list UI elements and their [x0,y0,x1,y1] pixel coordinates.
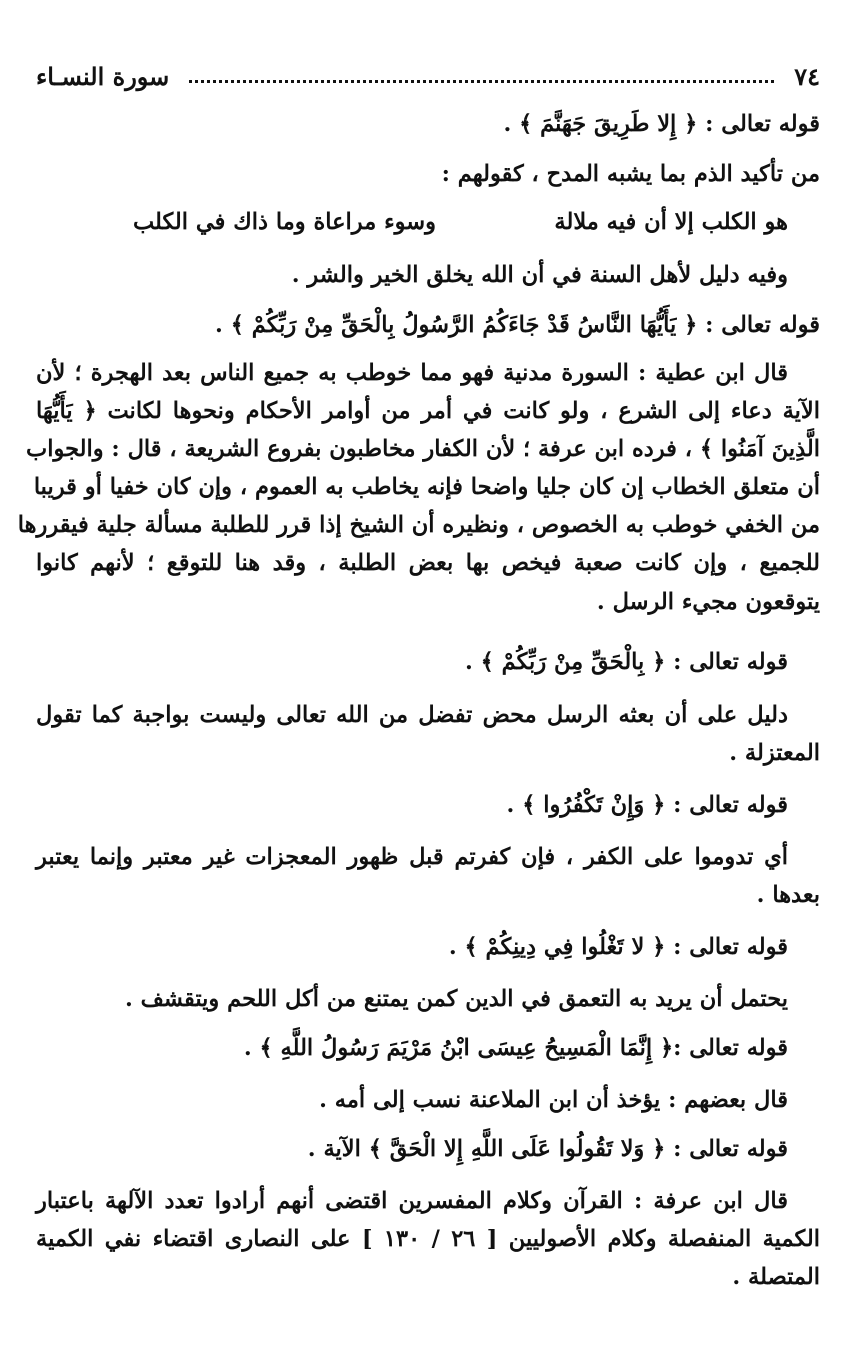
poem-second-hemistich: وسوء مراعاة وما ذاك في الكلب [132,209,436,235]
text-line: الَّذِينَ آمَنُوا ﴾ ، فرده ابن عرفة ؛ لأن الكفار مخاطبون بفروع الشريعة ، قال : والجواب [26,436,820,462]
text-line: قوله تعالى : ﴿ وَلا تَقُولُوا عَلَى اللَّهِ إِلا الْحَقَّ ﴾ الآية . [307,1136,788,1162]
text-line: المعتزلة . [729,740,820,766]
text-line: للجميع ، وإن كانت صعبة فيخص بها بعض الطلبة ، وقد هنا للتوقع ؛ لأنهم كانوا [36,550,820,576]
text-line: قال ابن عطية : السورة مدنية فهو مما خوطب به جميع الناس بعد الهجرة ؛ لأن [36,360,788,386]
text-line: أن متعلق الخطاب إن كان جليا واضحا فإنه يخاطب به العموم ، وإن كان خفيا أو قريبا [33,474,820,500]
text-line: الآية دعاء إلى الشرع ، ولو كانت في أمر من أوامر الأحكام ونحوها لكانت ﴿ يَأَيُّهَا [36,398,820,424]
page-number: ٧٤ [794,61,820,91]
surah-title: سورة النسـاء [36,61,170,91]
text-line: من الخفي خوطب به الخصوص ، ونظيره أن الشيخ إذا قرر للطلبة مسألة جلية فيقررها [17,512,820,538]
text-line: أي تدوموا على الكفر ، فإن كفرتم قبل ظهور المعجزات غير معتبر وإنما يعتبر [36,844,788,870]
text-line: قال ابن عرفة : القرآن وكلام المفسرين اقتضى أنهم أرادوا تعدد الآلهة باعتبار [36,1188,788,1214]
text-line: قوله تعالى : ﴿ إِلا طَرِيقَ جَهَنَّمَ ﴾ . [503,111,820,137]
header-dotted-rule [189,80,774,83]
poem-first-hemistich: هو الكلب إلا أن فيه ملالة [554,209,788,235]
text-line: من تأكيد الذم بما يشبه المدح ، كقولهم : [441,161,820,187]
text-line: قوله تعالى : ﴿ وَإِنْ تَكْفُرُوا ﴾ . [506,792,788,818]
text-line: يتوقعون مجيء الرسل . [596,589,820,615]
text-line: دليل على أن بعثه الرسل محض تفضل من الله تعالى وليست بواجبة كما تقول [36,702,788,728]
text-line: وفيه دليل لأهل السنة في أن الله يخلق الخير والشر . [291,262,788,288]
text-line: قوله تعالى : ﴿ يَأَيُّهَا النَّاسُ قَدْ جَاءَكُمُ الرَّسُولُ بِالْحَقِّ مِنْ رَبِّكُمْ ﴾ . [215,312,820,338]
text-line: بعدها . [756,882,820,908]
poem-verse [36,204,788,244]
text-line: الكمية المنفصلة وكلام الأصوليين [ ٢٦ / ١٣٠ ] على النصارى اقتضاء نفي الكمية [36,1226,821,1252]
text-line: قال بعضهم : يؤخذ أن ابن الملاعنة نسب إلى أمه . [319,1087,788,1113]
text-line: المتصلة . [732,1264,820,1290]
page-header [36,56,820,96]
text-line: يحتمل أن يريد به التعمق في الدين كمن يمتنع من أكل اللحم ويتقشف . [124,986,788,1012]
text-line: قوله تعالى :﴿ إِنَّمَا الْمَسِيحُ عِيسَى ابْنُ مَرْيَمَ رَسُولُ اللَّهِ ﴾ . [243,1035,788,1061]
text-line: قوله تعالى : ﴿ بِالْحَقِّ مِنْ رَبِّكُمْ ﴾ . [464,649,788,675]
text-line: قوله تعالى : ﴿ لا تَغْلُوا فِي دِينِكُمْ ﴾ . [448,934,788,960]
